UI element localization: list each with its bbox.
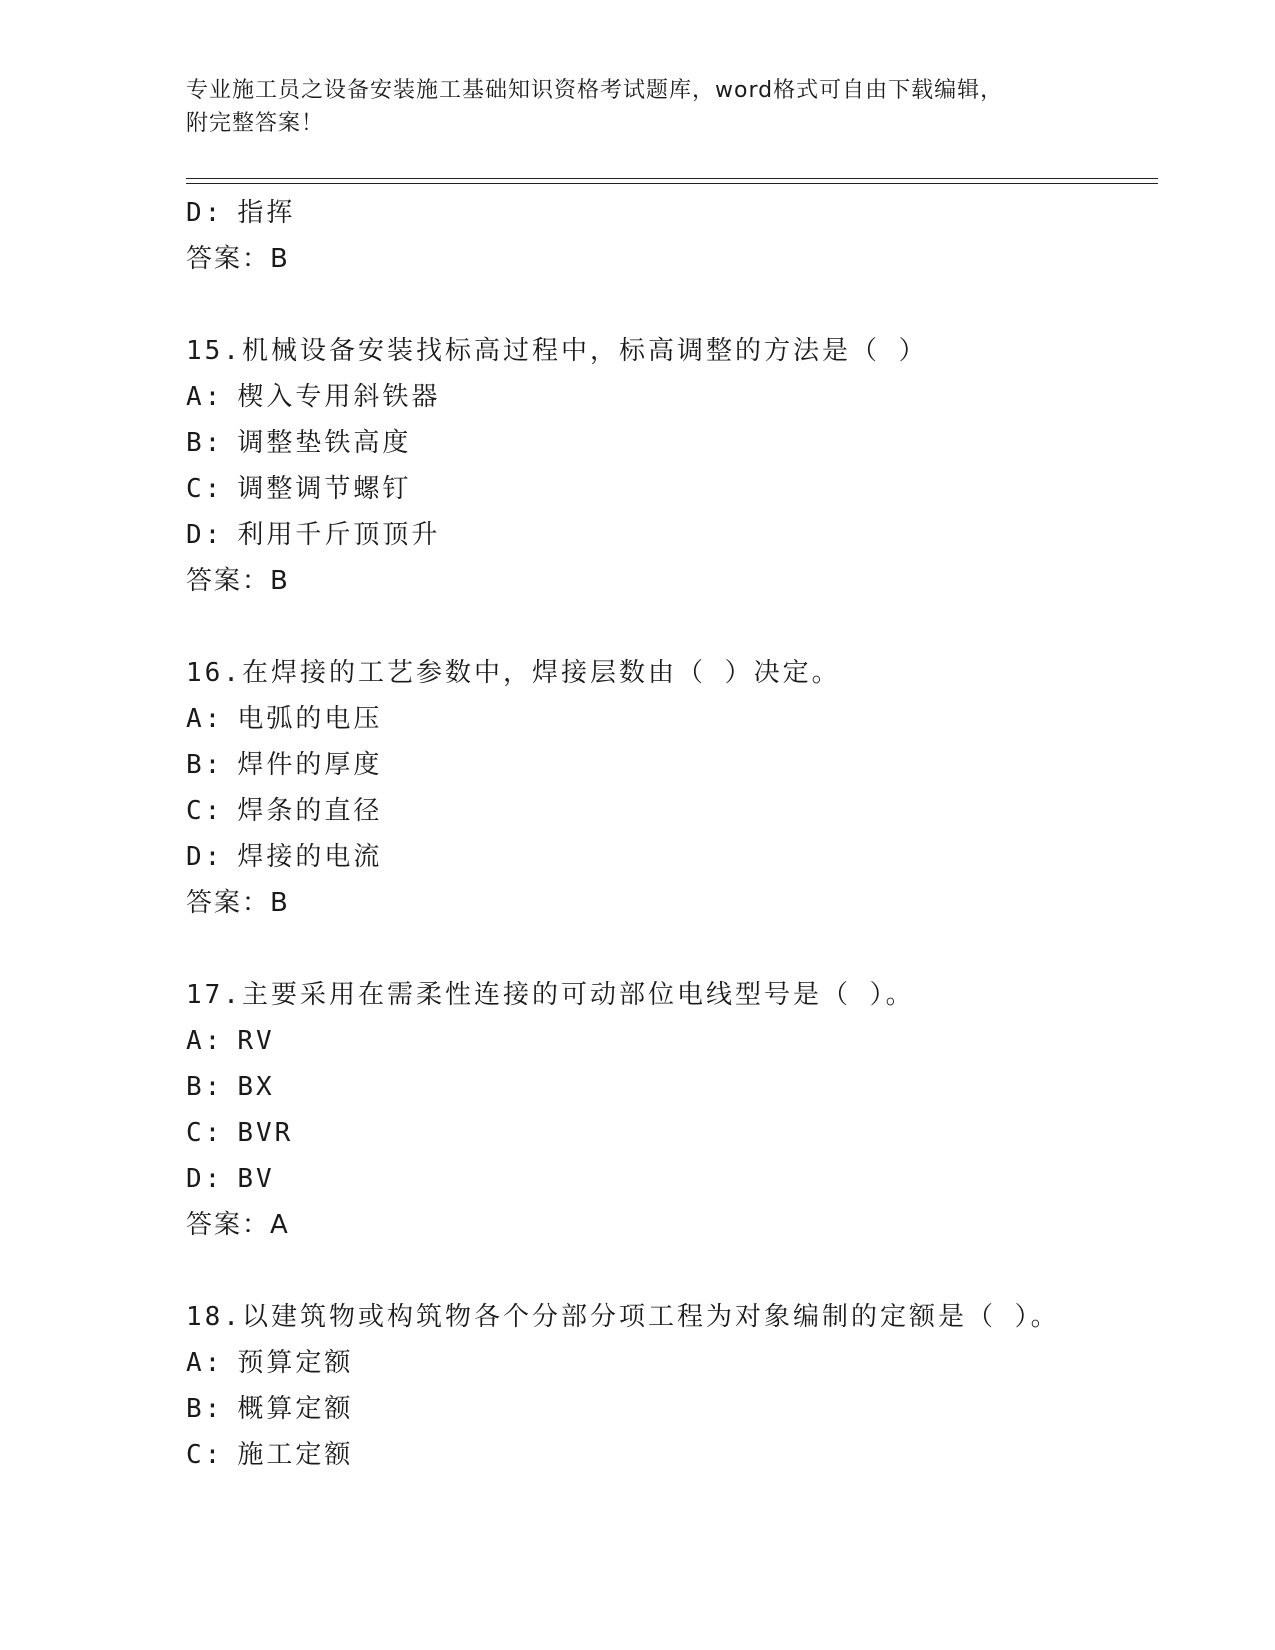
option-text: 楔入专用斜铁器 — [237, 382, 441, 412]
option-key: D: — [186, 1164, 224, 1194]
option-text: 调整垫铁高度 — [237, 428, 412, 458]
option-key: C: — [186, 796, 224, 826]
answer-line: 答案：B — [186, 244, 290, 274]
option-a — [186, 1340, 1158, 1386]
option-text: 焊条的直径 — [237, 796, 383, 826]
option-d — [186, 1156, 1158, 1202]
option-key: B: — [186, 750, 224, 780]
option-key: C: — [186, 1440, 224, 1470]
option-key: B: — [186, 1072, 224, 1102]
option-key: A: — [186, 704, 224, 734]
spacer — [186, 926, 1158, 972]
header-divider — [186, 178, 1158, 184]
option-text: 指挥 — [237, 198, 296, 228]
option-a — [186, 374, 1158, 420]
option-text: RV — [237, 1026, 275, 1056]
option-text: 施工定额 — [237, 1440, 354, 1470]
option-text: 焊接的电流 — [237, 842, 383, 872]
option-b — [186, 1064, 1158, 1110]
question-list — [186, 190, 1158, 1478]
option-b — [186, 742, 1158, 788]
option-key: A: — [186, 1348, 224, 1378]
option-d — [186, 834, 1158, 880]
option-key: D: — [186, 520, 224, 550]
option-text: 调整调节螺钉 — [237, 474, 412, 504]
option-key: C: — [186, 1118, 224, 1148]
option-b — [186, 1386, 1158, 1432]
answer-line: 答案：A — [186, 1210, 290, 1240]
answer-line: 答案：B — [186, 566, 290, 596]
question-stem: 18.以建筑物或构筑物各个分部分项工程为对象编制的定额是（ ）。 — [186, 1302, 1060, 1332]
option-text: 预算定额 — [237, 1348, 354, 1378]
spacer — [186, 604, 1158, 650]
question-stem: 17.主要采用在需柔性连接的可动部位电线型号是（ ）。 — [186, 980, 915, 1010]
document-header — [186, 74, 1066, 140]
spacer — [186, 1248, 1158, 1294]
option-a — [186, 696, 1158, 742]
option-key: D: — [186, 842, 224, 872]
option-key: B: — [186, 428, 224, 458]
header-line-2: 附完整答案！ — [186, 111, 325, 136]
option-key: A: — [186, 1026, 224, 1056]
option-key: B: — [186, 1394, 224, 1424]
answer-line: 答案：B — [186, 888, 290, 918]
option-d — [186, 512, 1158, 558]
option-d — [186, 190, 1158, 236]
option-key: A: — [186, 382, 224, 412]
spacer — [186, 282, 1158, 328]
header-line-1: 专业施工员之设备安装施工基础知识资格考试题库，word格式可自由下载编辑， — [186, 78, 1004, 103]
option-key: D: — [186, 198, 224, 228]
option-b — [186, 420, 1158, 466]
option-text: 概算定额 — [237, 1394, 354, 1424]
option-text: 焊件的厚度 — [237, 750, 383, 780]
option-c — [186, 466, 1158, 512]
option-text: 电弧的电压 — [237, 704, 383, 734]
option-key: C: — [186, 474, 224, 504]
option-text: BVR — [237, 1118, 294, 1148]
option-c — [186, 788, 1158, 834]
option-text: BV — [237, 1164, 275, 1194]
question-stem: 15.机械设备安装找标高过程中，标高调整的方法是（ ） — [186, 336, 928, 366]
option-text: 利用千斤顶顶升 — [237, 520, 441, 550]
option-c — [186, 1110, 1158, 1156]
option-c — [186, 1432, 1158, 1478]
question-stem: 16.在焊接的工艺参数中，焊接层数由（ ）决定。 — [186, 658, 841, 688]
option-text: BX — [237, 1072, 275, 1102]
option-a — [186, 1018, 1158, 1064]
